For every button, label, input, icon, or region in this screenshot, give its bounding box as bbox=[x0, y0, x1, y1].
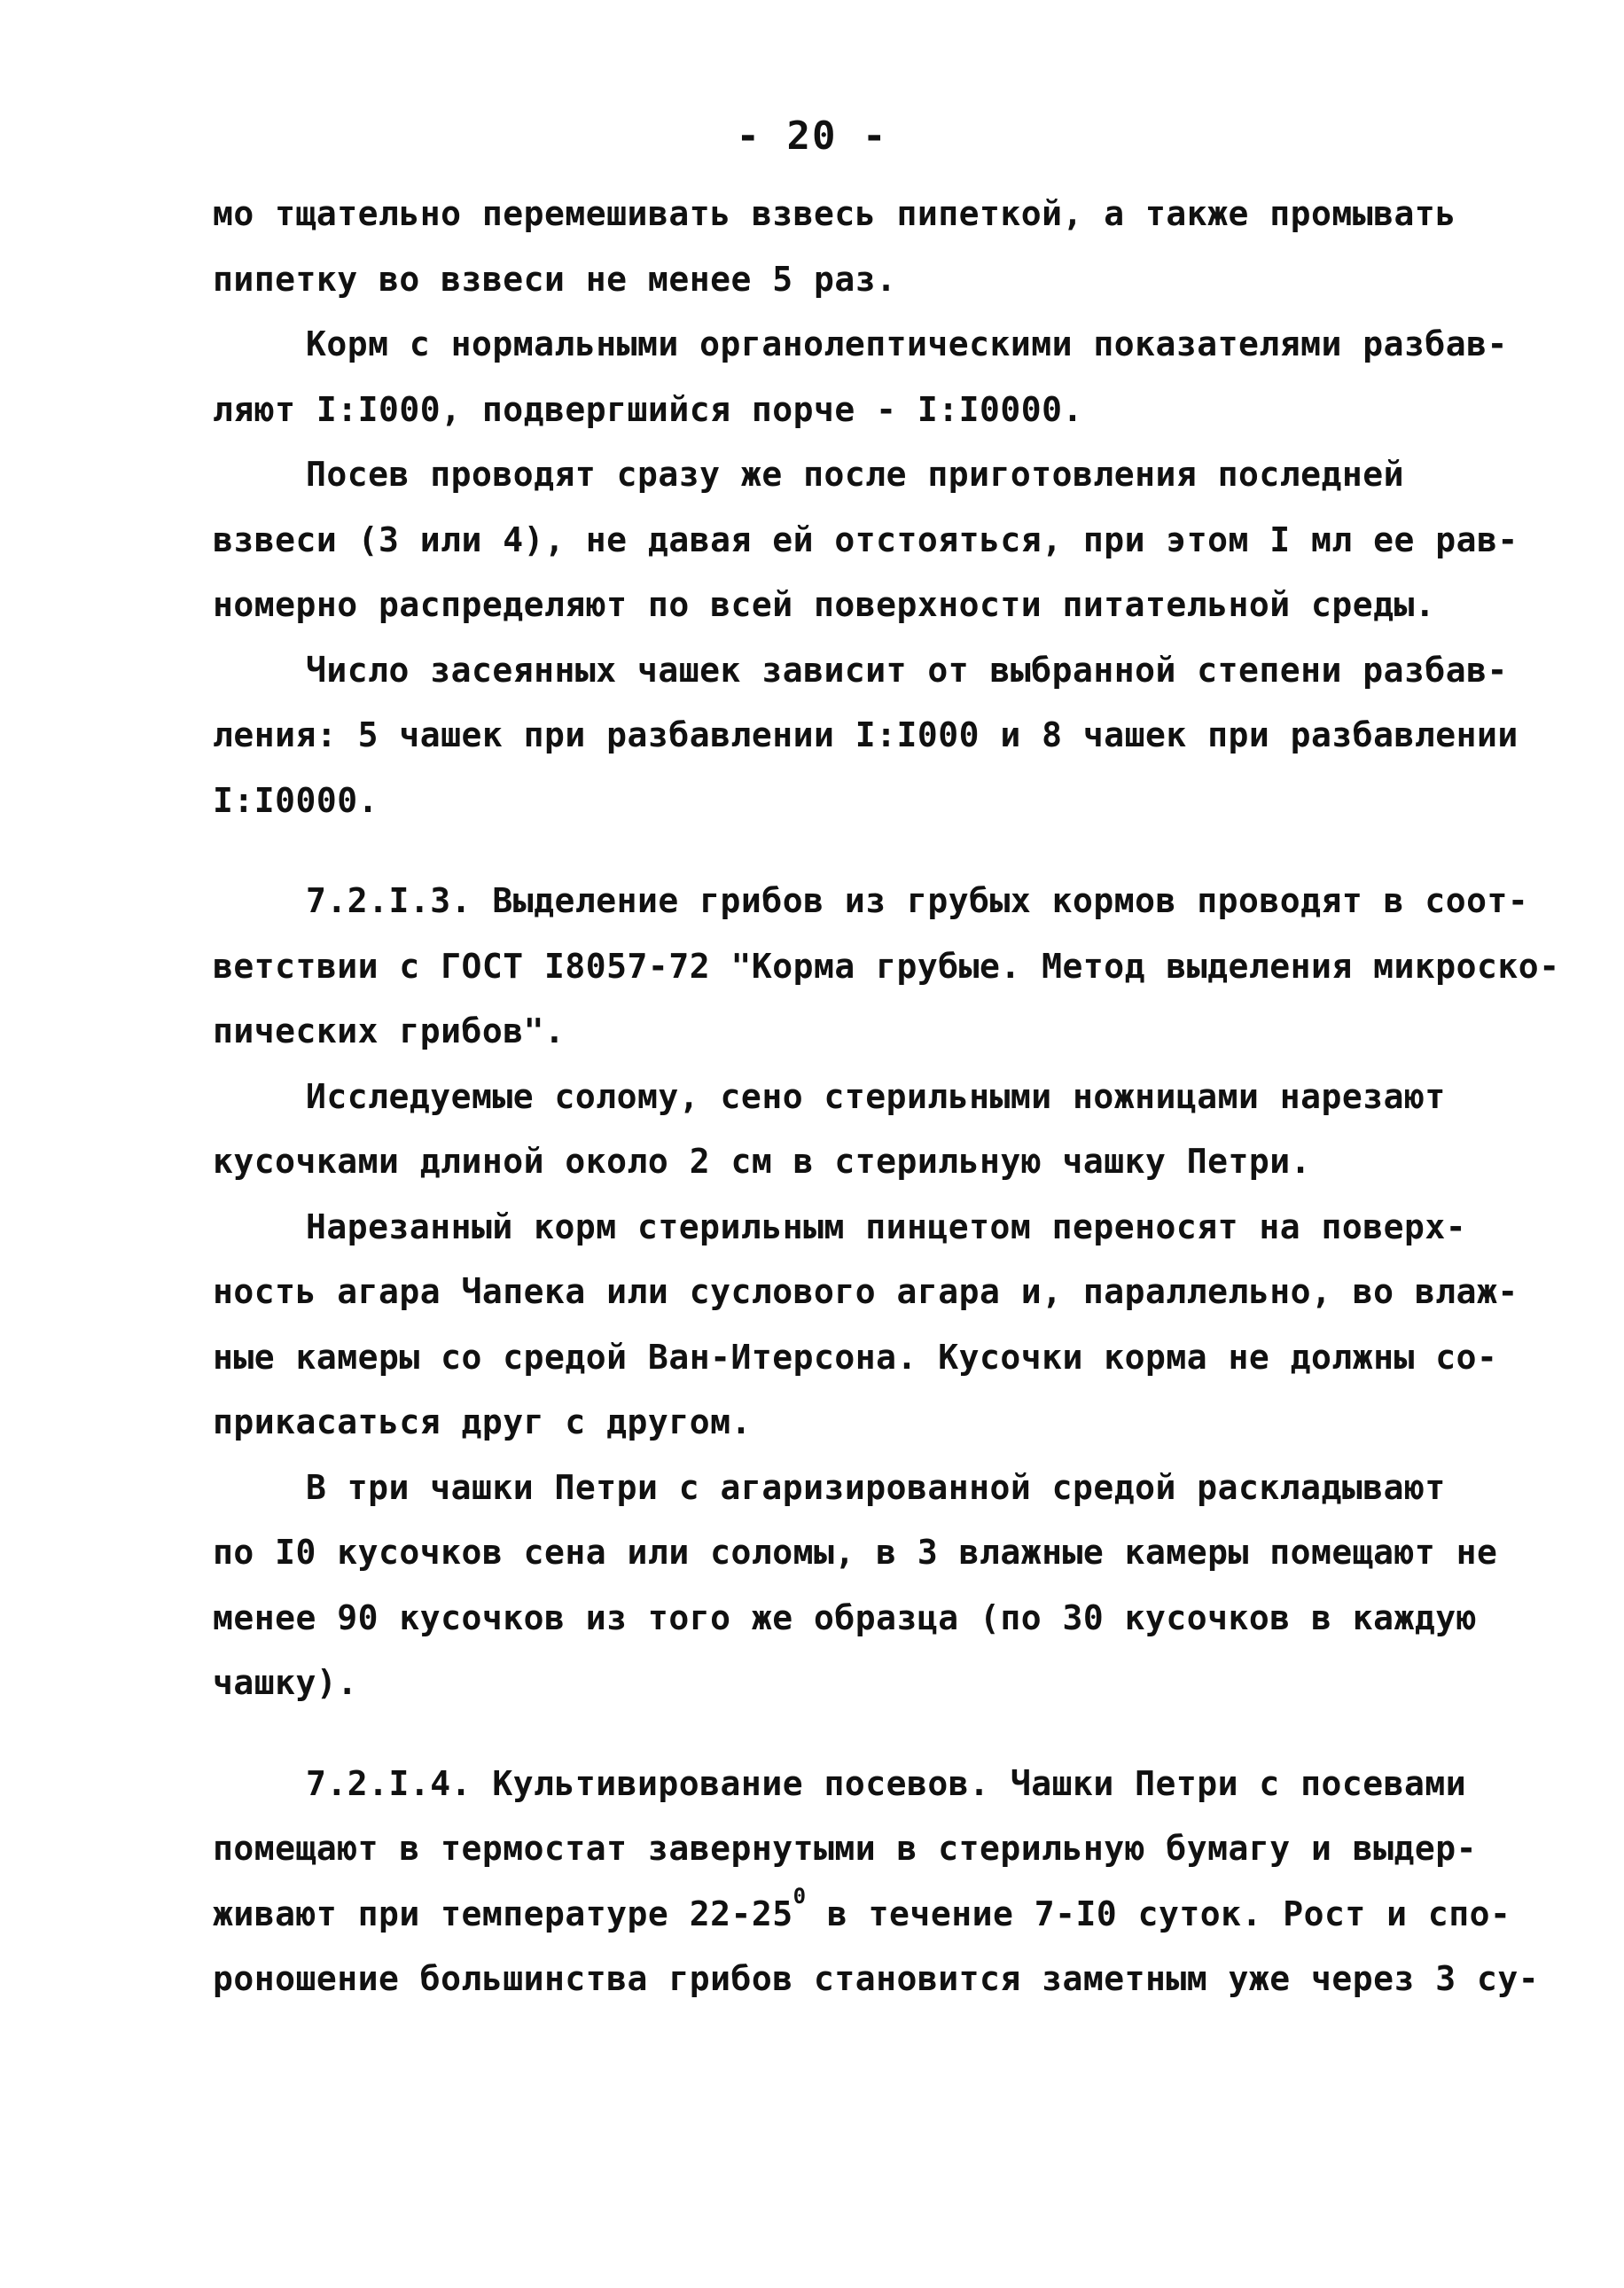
paragraph-transfer bbox=[213, 1195, 1519, 1456]
text-line: кусочками длиной около 2 см в стерильную чашку Петри. bbox=[213, 1142, 1312, 1181]
text-line: взвеси (3 или 4), не давая ей отстояться, при этом I мл ее рав- bbox=[213, 519, 1519, 559]
text-line: Нарезанный корм стерильным пинцетом переносят на поверх- bbox=[306, 1206, 1467, 1246]
text-line: прикасаться друг с другом. bbox=[213, 1402, 752, 1441]
text-line: ления: 5 чашек при разбавлении I:I000 и 8 чашек при разбавлении bbox=[213, 715, 1519, 754]
text-line: Исследуемые солому, сено стерильными ножницами нарезают bbox=[306, 1076, 1446, 1116]
text-line: В три чашки Петри с агаризированной средой раскладывают bbox=[306, 1467, 1446, 1507]
degree-superscript: 0 bbox=[792, 1883, 807, 1909]
text-fragment: в течение 7-I0 суток. Рост и спо- bbox=[806, 1894, 1511, 1933]
text-line: ветствии с ГОСТ I8057-72 "Корма грубые. Метод выделения микроско- bbox=[213, 946, 1560, 986]
text-line bbox=[213, 1882, 1511, 1948]
section-7-2-1-4 bbox=[213, 1752, 1540, 2012]
section-gap bbox=[213, 833, 1472, 869]
section-heading-line: 7.2.I.3. Выделение грибов из грубых кормов проводят в соот- bbox=[306, 881, 1529, 920]
section-heading-line: 7.2.I.4. Культивирование посевов. Чашки Петри с посевами bbox=[306, 1763, 1467, 1803]
text-line: I:I0000. bbox=[213, 780, 379, 820]
text-line: по I0 кусочков сена или соломы, в 3 влажные камеры помещают не bbox=[213, 1533, 1498, 1572]
paragraph-dish-count bbox=[213, 638, 1519, 834]
text-line: ляют I:I000, подвергшийся порче - I:I0000. bbox=[213, 389, 1083, 429]
text-line: номерно распределяют по всей поверхности питательной среды. bbox=[213, 585, 1436, 624]
paragraph-cutting bbox=[213, 1065, 1472, 1195]
text-line: менее 90 кусочков из того же образца (по 30 кусочков в каждую bbox=[213, 1597, 1478, 1637]
page-number: - 20 - bbox=[736, 113, 888, 159]
paragraph-layout bbox=[213, 1456, 1498, 1716]
text-line: мо тщательно перемешивать взвесь пипеткой, а также промывать bbox=[213, 194, 1456, 233]
text-line: помещают в термостат завернутыми в стерильную бумагу и выдер- bbox=[213, 1829, 1478, 1868]
text-line: пических грибов". bbox=[213, 1011, 566, 1050]
text-line: пипетку во взвеси не менее 5 раз. bbox=[213, 259, 897, 299]
text-line: Число засеянных чашек зависит от выбранной степени разбав- bbox=[306, 650, 1508, 690]
section-gap bbox=[213, 1716, 1472, 1752]
text-line: ность агара Чапека или суслового агара и, параллельно, во влаж- bbox=[213, 1272, 1519, 1311]
text-line: ные камеры со средой Ван-Итерсона. Кусочки корма не должны со- bbox=[213, 1337, 1498, 1377]
paragraph-dilution bbox=[213, 312, 1508, 442]
text-fragment: живают при температуре 22-25 bbox=[213, 1894, 793, 1933]
body-text bbox=[213, 182, 1560, 2012]
text-line: Корм с нормальными органолептическими показателями разбав- bbox=[306, 324, 1508, 363]
text-line: Посев проводят сразу же после приготовления последней bbox=[306, 455, 1405, 494]
text-line: чашку). bbox=[213, 1663, 358, 1702]
paragraph-sowing bbox=[213, 442, 1519, 638]
section-7-2-1-3 bbox=[213, 869, 1560, 1065]
paragraph-continuation bbox=[213, 182, 1472, 312]
text-line: роношение большинства грибов становится заметным уже через 3 су- bbox=[213, 1959, 1540, 1998]
